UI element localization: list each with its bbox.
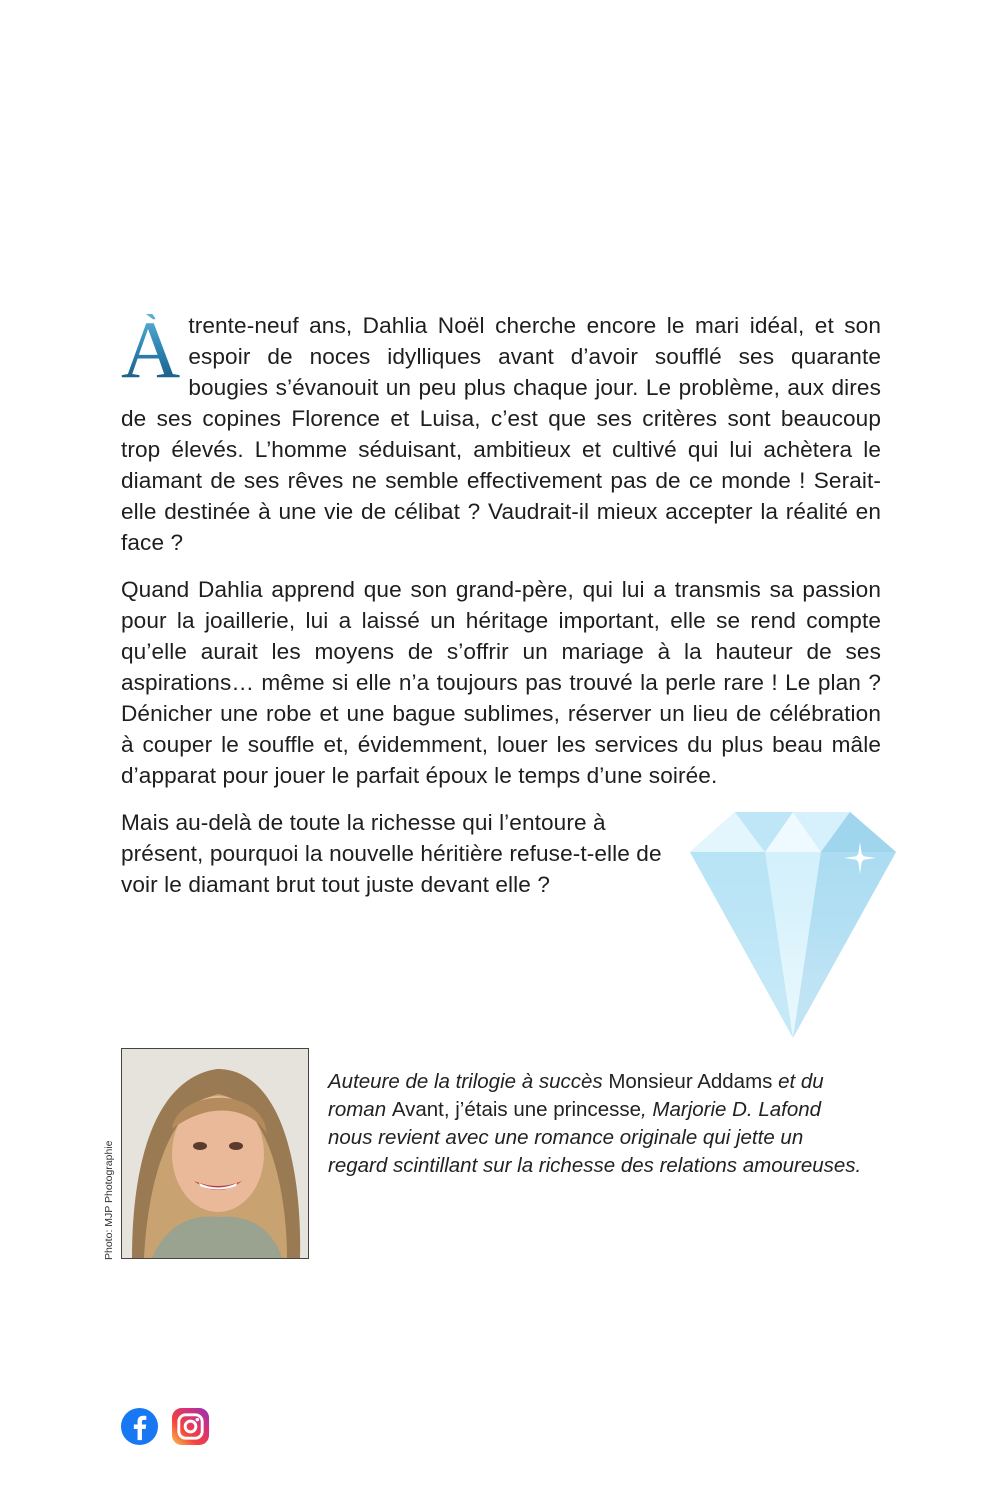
social-links xyxy=(120,1407,210,1446)
blurb-paragraph-3: Mais au-delà de toute la richesse qui l’entoure à présent, pourquoi la nouvelle héritière refuse-t-elle de voir le diamant brut tout juste devant elle ? xyxy=(121,810,662,897)
bio-part-3: et du roman xyxy=(328,1070,824,1121)
blurb-paragraph-1-text: trente-neuf ans, Dahlia Noël cherche encore le mari idéal, et son espoir de noces idylliques avant d’avoir soufflé ses quarante bougies s’évanouit un peu plus chaque jour. Le problème, aux dires de ses copines Florence et Luisa, c’est que ses critères sont beaucoup trop élevés. L’homme séduisant, ambitieux et cultivé qui lui achètera le diamant de ses rêves ne semble effectivement pas de ce monde ! Serait-elle destinée à une vie de célibat ? Vaudrait-il mieux accepter la réalité en face ? xyxy=(121,313,881,555)
drop-cap: À xyxy=(121,304,181,395)
bio-part-5: , Marjorie D. Lafond nous revient avec une romance originale qui jette un regard scintillant sur la richesse des relations amoureuses. xyxy=(328,1098,862,1177)
instagram-icon[interactable] xyxy=(171,1407,210,1446)
diamond-illustration xyxy=(690,812,896,1038)
blurb-paragraph-2: Quand Dahlia apprend que son grand-père, qui lui a transmis sa passion pour la joaillerie, lui a laissé un héritage important, elle se rend compte qu’elle aurait les moyens de s’offrir un mariage à la hauteur de ses aspirations… même si elle n’a toujours pas trouvé la perle rare ! Le plan ? Dénicher une robe et une bague sublimes, réserver un lieu de célébration à couper le souffle et, évidemment, louer les services du plus beau mâle d’apparat pour jouer le parfait époux le temps d’une soirée. xyxy=(121,577,881,788)
blurb-paragraph-1 xyxy=(121,304,881,558)
book-title-avant: Avant, j’étais une princesse xyxy=(391,1098,641,1121)
facebook-icon[interactable] xyxy=(120,1407,159,1446)
author-bio xyxy=(328,1068,868,1180)
book-title-monsieur-addams: Monsieur Addams xyxy=(608,1070,773,1093)
author-photo xyxy=(121,1048,309,1259)
bio-part-1: Auteure de la trilogie à succès xyxy=(328,1070,609,1093)
photo-credit: Photo: MJP Photographie xyxy=(103,1140,115,1260)
